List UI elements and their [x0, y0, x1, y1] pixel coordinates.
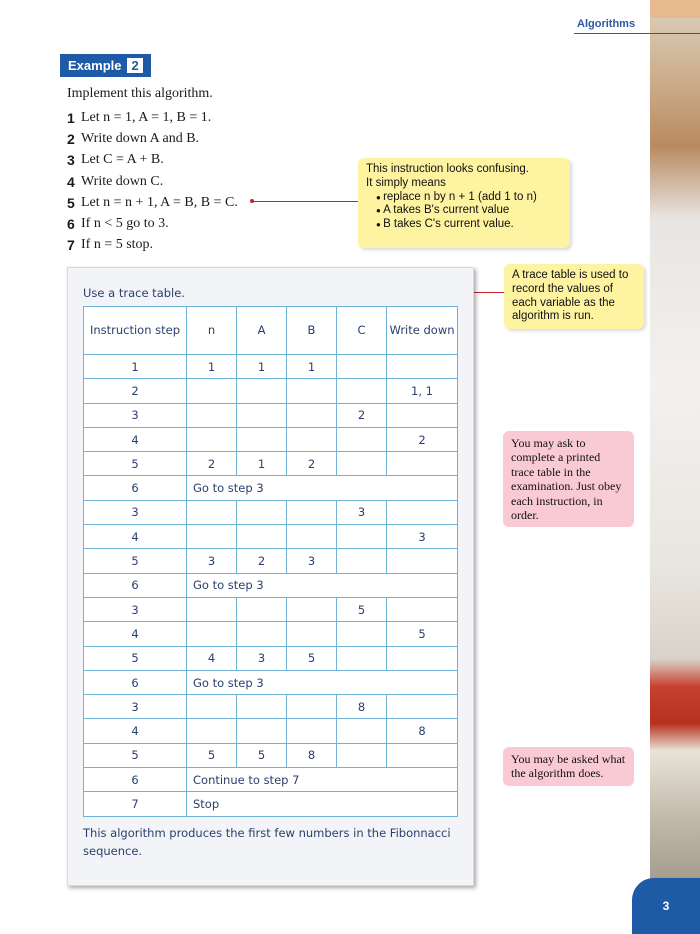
- algorithm-step: [67, 107, 238, 128]
- table-cell: 6: [84, 573, 187, 597]
- table-cell: [237, 695, 287, 719]
- connector-line: [252, 201, 358, 202]
- table-cell: Continue to step 7: [187, 768, 458, 792]
- table-cell: 6: [84, 670, 187, 694]
- table-cell: [337, 452, 387, 476]
- trace-table-panel: [67, 267, 474, 886]
- header-n: n: [187, 307, 237, 355]
- table-cell: 3: [237, 646, 287, 670]
- table-cell: [337, 355, 387, 379]
- header-b: B: [287, 307, 337, 355]
- table-row: [84, 427, 458, 451]
- table-cell: [187, 622, 237, 646]
- table-cell: [387, 597, 458, 621]
- table-row: [84, 768, 458, 792]
- table-cell: 3: [187, 549, 237, 573]
- table-cell: [387, 500, 458, 524]
- table-cell: [337, 427, 387, 451]
- table-row: [84, 743, 458, 767]
- table-row: [84, 355, 458, 379]
- page-number: 3: [632, 878, 700, 934]
- table-row: [84, 500, 458, 524]
- table-cell: 1: [187, 355, 237, 379]
- step-text: If n < 5 go to 3.: [81, 216, 169, 232]
- note-confusing-line2: It simply means: [366, 176, 446, 189]
- running-head-rule: [574, 33, 700, 34]
- trace-table-body: [84, 355, 458, 817]
- table-cell: 2: [287, 452, 337, 476]
- step-number: 1: [67, 109, 75, 126]
- table-cell: 6: [84, 768, 187, 792]
- step-text: Let n = 1, A = 1, B = 1.: [81, 109, 212, 125]
- table-cell: [187, 500, 237, 524]
- algorithm-step: [67, 171, 238, 192]
- table-cell: 5: [84, 743, 187, 767]
- note-bullet: ● B takes C's current value.: [376, 218, 562, 232]
- header-instruction-step: Instruction step: [84, 307, 187, 355]
- table-cell: [187, 427, 237, 451]
- example-label-text: Example: [68, 58, 122, 73]
- table-cell: 5: [387, 622, 458, 646]
- table-cell: [237, 525, 287, 549]
- note-trace-table: A trace table is used to record the values of each variable as the algorithm is run.: [504, 264, 644, 329]
- table-cell: [237, 403, 287, 427]
- table-cell: 1: [237, 355, 287, 379]
- table-cell: [337, 743, 387, 767]
- table-row: [84, 670, 458, 694]
- table-cell: 3: [287, 549, 337, 573]
- panel-footer: This algorithm produces the first few numbers in the Fibonnacci sequence.: [83, 826, 451, 858]
- table-cell: Go to step 3: [187, 573, 458, 597]
- table-cell: 1, 1: [387, 379, 458, 403]
- table-cell: [287, 500, 337, 524]
- table-row: [84, 476, 458, 500]
- table-cell: 2: [387, 427, 458, 451]
- table-row: [84, 403, 458, 427]
- table-cell: [337, 719, 387, 743]
- table-cell: [287, 427, 337, 451]
- table-cell: 5: [187, 743, 237, 767]
- trace-table-header-row: [84, 307, 458, 355]
- table-cell: 3: [84, 403, 187, 427]
- trace-table: [83, 306, 458, 817]
- table-cell: [237, 597, 287, 621]
- table-cell: 4: [84, 427, 187, 451]
- table-cell: 1: [287, 355, 337, 379]
- table-row: [84, 622, 458, 646]
- header-a: A: [237, 307, 287, 355]
- table-cell: 1: [237, 452, 287, 476]
- table-cell: [387, 646, 458, 670]
- table-cell: [287, 719, 337, 743]
- table-cell: 5: [287, 646, 337, 670]
- table-row: [84, 525, 458, 549]
- table-cell: 3: [84, 695, 187, 719]
- table-cell: 4: [84, 622, 187, 646]
- table-cell: 6: [84, 476, 187, 500]
- table-row: [84, 695, 458, 719]
- table-cell: 4: [84, 525, 187, 549]
- table-cell: [237, 622, 287, 646]
- table-cell: 7: [84, 792, 187, 816]
- example-label: [60, 54, 151, 77]
- table-cell: [387, 452, 458, 476]
- photo-strip: [650, 18, 700, 934]
- header-write-down: Write down: [387, 307, 458, 355]
- step-number: 6: [67, 216, 75, 233]
- note-asked: You may be asked what the algorithm does.: [503, 747, 634, 786]
- table-cell: [337, 379, 387, 403]
- algorithm-step: [67, 150, 238, 171]
- table-cell: 3: [84, 500, 187, 524]
- table-cell: 5: [84, 646, 187, 670]
- table-cell: [187, 695, 237, 719]
- note-confusing-line1: This instruction looks confusing.: [366, 163, 529, 175]
- table-cell: Go to step 3: [187, 670, 458, 694]
- step-text: Let n = n + 1, A = B, B = C.: [81, 194, 238, 210]
- step-text: Write down C.: [81, 173, 164, 189]
- table-cell: [287, 379, 337, 403]
- intro-text: Implement this algorithm.: [67, 86, 213, 101]
- table-cell: [287, 695, 337, 719]
- table-row: [84, 379, 458, 403]
- table-cell: Stop: [187, 792, 458, 816]
- table-cell: Go to step 3: [187, 476, 458, 500]
- table-cell: [237, 719, 287, 743]
- step-text: Let C = A + B.: [81, 152, 164, 168]
- table-cell: [287, 597, 337, 621]
- algorithm-steps: [67, 107, 238, 256]
- table-cell: [287, 403, 337, 427]
- note-confusing-bullets: [366, 191, 562, 232]
- algorithm-step: [67, 213, 238, 234]
- table-cell: [187, 525, 237, 549]
- table-cell: 5: [84, 452, 187, 476]
- table-cell: [287, 525, 337, 549]
- table-row: [84, 452, 458, 476]
- table-cell: 5: [84, 549, 187, 573]
- table-cell: [237, 427, 287, 451]
- example-number: 2: [127, 58, 142, 73]
- table-cell: [387, 355, 458, 379]
- step-text: If n = 5 stop.: [81, 237, 154, 253]
- table-cell: [237, 500, 287, 524]
- table-cell: 4: [84, 719, 187, 743]
- table-row: [84, 549, 458, 573]
- table-cell: 1: [84, 355, 187, 379]
- table-cell: 2: [237, 549, 287, 573]
- table-cell: [187, 379, 237, 403]
- algorithm-step: [67, 192, 238, 213]
- table-cell: 4: [187, 646, 237, 670]
- table-cell: 8: [387, 719, 458, 743]
- step-number: 3: [67, 152, 75, 169]
- table-cell: 5: [237, 743, 287, 767]
- panel-lead: Use a trace table.: [83, 286, 185, 300]
- table-cell: [187, 597, 237, 621]
- step-number: 2: [67, 130, 75, 147]
- note-bullet: ● A takes B's current value: [376, 204, 562, 218]
- table-cell: 3: [337, 500, 387, 524]
- table-cell: 2: [84, 379, 187, 403]
- table-cell: [337, 646, 387, 670]
- table-cell: [337, 525, 387, 549]
- table-row: [84, 719, 458, 743]
- step-text: Write down A and B.: [81, 130, 200, 146]
- table-cell: 2: [187, 452, 237, 476]
- table-cell: 5: [337, 597, 387, 621]
- table-cell: 8: [287, 743, 337, 767]
- table-row: [84, 573, 458, 597]
- table-row: [84, 646, 458, 670]
- note-bullet: ● replace n by n + 1 (add 1 to n): [376, 191, 562, 205]
- photo-strip-top: [650, 0, 700, 18]
- table-row: [84, 792, 458, 816]
- table-cell: [387, 695, 458, 719]
- table-cell: 3: [387, 525, 458, 549]
- table-cell: [337, 622, 387, 646]
- table-cell: 8: [337, 695, 387, 719]
- table-cell: [387, 549, 458, 573]
- table-cell: [387, 743, 458, 767]
- table-row: [84, 597, 458, 621]
- note-confusing: [358, 158, 570, 248]
- step-number: 4: [67, 173, 75, 190]
- step-number: 5: [67, 194, 75, 211]
- connector-dot: [250, 199, 254, 203]
- table-cell: 2: [337, 403, 387, 427]
- running-head: Algorithms: [577, 18, 636, 30]
- algorithm-step: [67, 235, 238, 256]
- table-cell: [187, 403, 237, 427]
- table-cell: [187, 719, 237, 743]
- table-cell: [337, 549, 387, 573]
- header-c: C: [337, 307, 387, 355]
- step-number: 7: [67, 237, 75, 254]
- note-printed-table: You may ask to complete a printed trace table in the examination. Just obey each instruction, in order.: [503, 431, 634, 527]
- table-cell: [237, 379, 287, 403]
- algorithm-step: [67, 128, 238, 149]
- table-cell: 3: [84, 597, 187, 621]
- table-cell: [287, 622, 337, 646]
- table-cell: [387, 403, 458, 427]
